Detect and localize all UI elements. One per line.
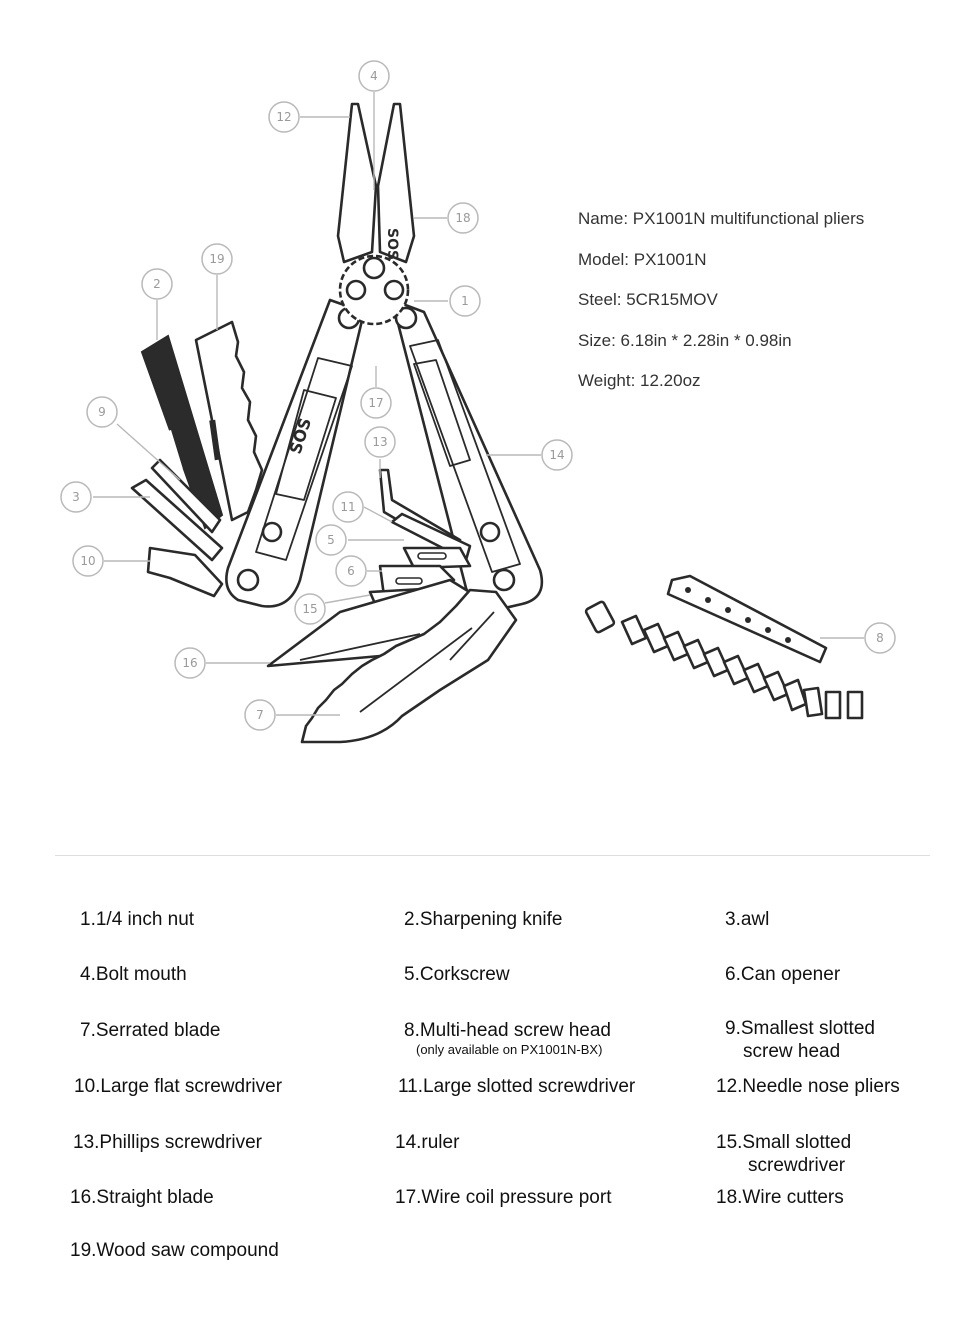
svg-text:15: 15 <box>302 602 318 616</box>
svg-text:14: 14 <box>549 448 565 462</box>
svg-text:11: 11 <box>340 500 356 514</box>
part-8-note: (only available on PX1001N-BX) <box>416 1042 603 1057</box>
jaw-logo: SOS <box>384 228 400 261</box>
svg-text:12: 12 <box>276 110 292 124</box>
part-2: 2.Sharpening knife <box>404 909 563 930</box>
part-6: 6.Can opener <box>725 964 841 985</box>
svg-text:3: 3 <box>72 490 80 504</box>
part-8: 8.Multi-head screw head (only available on PX1001N-BX) <box>404 1020 611 1057</box>
part-17: 17.Wire coil pressure port <box>395 1187 612 1208</box>
spec-weight: Weight: 12.20oz <box>578 371 701 390</box>
svg-text:1: 1 <box>461 294 469 308</box>
part-4: 4.Bolt mouth <box>80 964 187 985</box>
part-12: 12.Needle nose pliers <box>716 1076 900 1097</box>
part-5: 5.Corkscrew <box>404 964 510 985</box>
part-9: 9.Smallest slotted screw head <box>725 1018 875 1062</box>
spec-name: Name: PX1001N multifunctional pliers <box>578 209 865 228</box>
svg-text:8: 8 <box>876 631 884 645</box>
part-10: 10.Large flat screwdriver <box>74 1076 283 1097</box>
handle-logo: SOS <box>285 415 316 457</box>
part-14: 14.ruler <box>395 1132 460 1153</box>
part-15: 15.Small slotted screwdriver <box>716 1132 852 1176</box>
part-18: 18.Wire cutters <box>716 1187 844 1208</box>
part-16: 16.Straight blade <box>70 1187 214 1208</box>
spec-model: Model: PX1001N <box>578 249 707 269</box>
svg-text:18: 18 <box>455 211 471 225</box>
part-19: 19.Wood saw compound <box>70 1240 279 1261</box>
part-11: 11.Large slotted screwdriver <box>398 1076 636 1097</box>
svg-text:6: 6 <box>347 564 355 578</box>
part-13: 13.Phillips screwdriver <box>73 1132 263 1153</box>
spec-steel: Steel: 5CR15MOV <box>578 290 718 309</box>
svg-text:10: 10 <box>80 554 96 568</box>
spec-size: Size: 6.18in * 2.28in * 0.98in <box>578 330 792 350</box>
svg-text:7: 7 <box>256 708 264 722</box>
part-3: 3.awl <box>725 909 770 930</box>
svg-text:16: 16 <box>182 656 198 670</box>
part-7: 7.Serrated blade <box>80 1020 221 1041</box>
part-1: 1.1/4 inch nut <box>80 909 195 930</box>
svg-text:5: 5 <box>327 533 335 547</box>
svg-text:13: 13 <box>372 435 388 449</box>
svg-text:4: 4 <box>370 69 378 83</box>
svg-text:19: 19 <box>209 252 225 266</box>
svg-text:17: 17 <box>368 396 384 410</box>
svg-text:2: 2 <box>153 277 161 291</box>
svg-text:9: 9 <box>98 405 106 419</box>
